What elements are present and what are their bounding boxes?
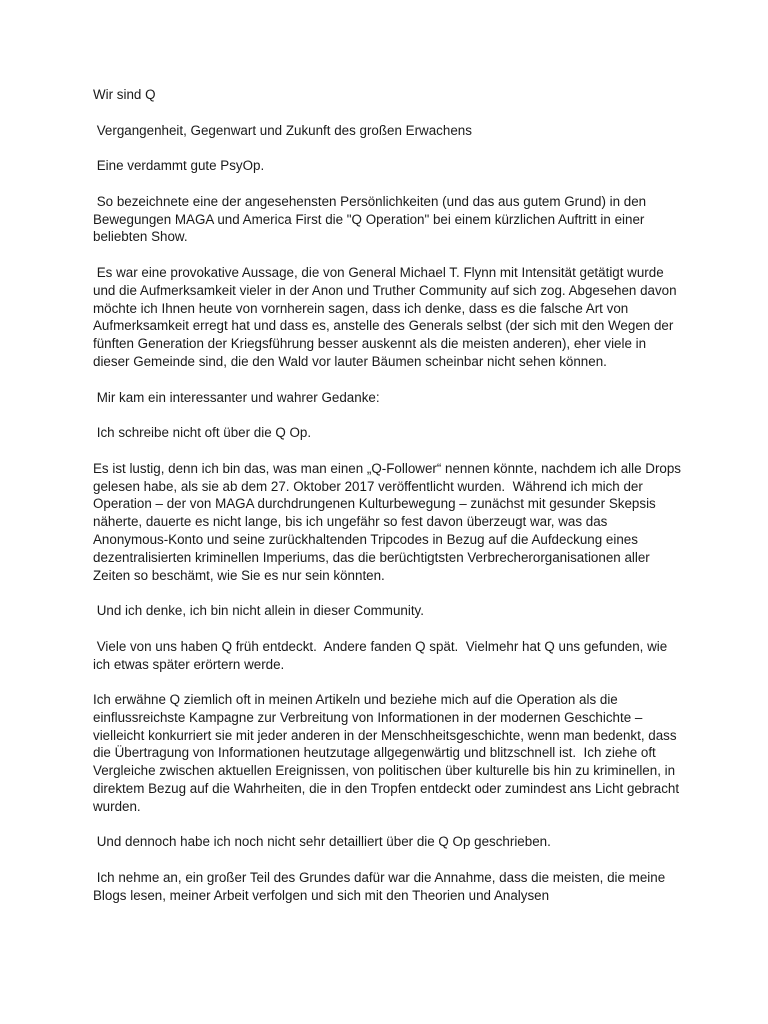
- paragraph: Ich nehme an, ein großer Teil des Grundes dafür war die Annahme, dass die meisten, die meine Blogs lesen, meiner Arbeit verfolgen und sich mit den Theorien und Analysen: [93, 870, 669, 903]
- paragraph: Eine verdammt gute PsyOp.: [93, 158, 265, 174]
- paragraph: Ich erwähne Q ziemlich oft in meinen Artikeln und beziehe mich auf die Operation als die einflussreichste Kampagne zur Verbreitung von Informationen in der modernen Geschichte – vielleicht konkurriert sie mit jeder anderen in der Menschheitsgeschichte, wenn man bedenkt, dass die Übertragung von Informationen heutzutage allgegenwärtig und blitzschnell ist. Ich ziehe oft Vergleiche zwischen aktuellen Ereignissen, von politischen über kulturelle bis hin zu kriminellen, in direktem Bezug auf die Wahrheiten, die in den Tropfen entdeckt oder zumindest ans Licht gebracht wurden.: [93, 692, 683, 814]
- document-subtitle: Vergangenheit, Gegenwart und Zukunft des großen Erwachens: [93, 122, 472, 138]
- paragraph: Es ist lustig, denn ich bin das, was man einen „Q-Follower“ nennen könnte, nachdem ich alle Drops gelesen habe, als sie ab dem 27. Oktober 2017 veröffentlicht wurden. Während ich mich der Operation – der von MAGA durchdrungenen Kulturbewegung – zunächst mit gesunder Skepsis näherte, dauerte es nicht lange, bis ich ungefähr so fest davon überzeugt war, was das Anonymous-Konto und seine zurückhaltenden Tripcodes in Bezug auf die Aufdeckung eines dezentralisierten kriminellen Imperiums, das die berüchtigtsten Verbrecherorganisationen aller Zeiten so beschämt, wie Sie es nur sein könnten.: [93, 460, 685, 583]
- document-title: Wir sind Q: [93, 87, 156, 102]
- paragraph: Ich schreibe nicht oft über die Q Op.: [93, 425, 312, 441]
- paragraph: Und dennoch habe ich noch nicht sehr detailliert über die Q Op geschrieben.: [93, 834, 551, 850]
- paragraph: Es war eine provokative Aussage, die von General Michael T. Flynn mit Intensität getätigt wurde und die Aufmerksamkeit vieler in der Anon und Truther Community auf sich zog. Abgesehen davon möchte ich Ihnen heute von vornherein sagen, dass ich denke, dass es die falsche Art von Aufmerksamkeit erregt hat und dass es, anstelle des Generals selbst (der sich mit den Wegen der fünften Generation der Kriegsführung besser auskennt als die meisten anderen), eher viele in dieser Gemeinde sind, die den Wald vor lauter Bäumen scheinbar nicht sehen können.: [93, 264, 681, 369]
- paragraph: Viele von uns haben Q früh entdeckt. Andere fanden Q spät. Vielmehr hat Q uns gefunden, wie ich etwas später erörtern werde.: [93, 638, 671, 672]
- document-page: [93, 86, 683, 922]
- paragraph: So bezeichnete eine der angesehensten Persönlichkeiten (und das aus gutem Grund) in den Bewegungen MAGA und America First die "Q Operation" bei einem kürzlichen Auftritt in einer beliebten Show.: [93, 193, 650, 245]
- paragraph: Und ich denke, ich bin nicht allein in dieser Community.: [93, 603, 424, 619]
- paragraph: Mir kam ein interessanter und wahrer Gedanke:: [93, 389, 380, 405]
